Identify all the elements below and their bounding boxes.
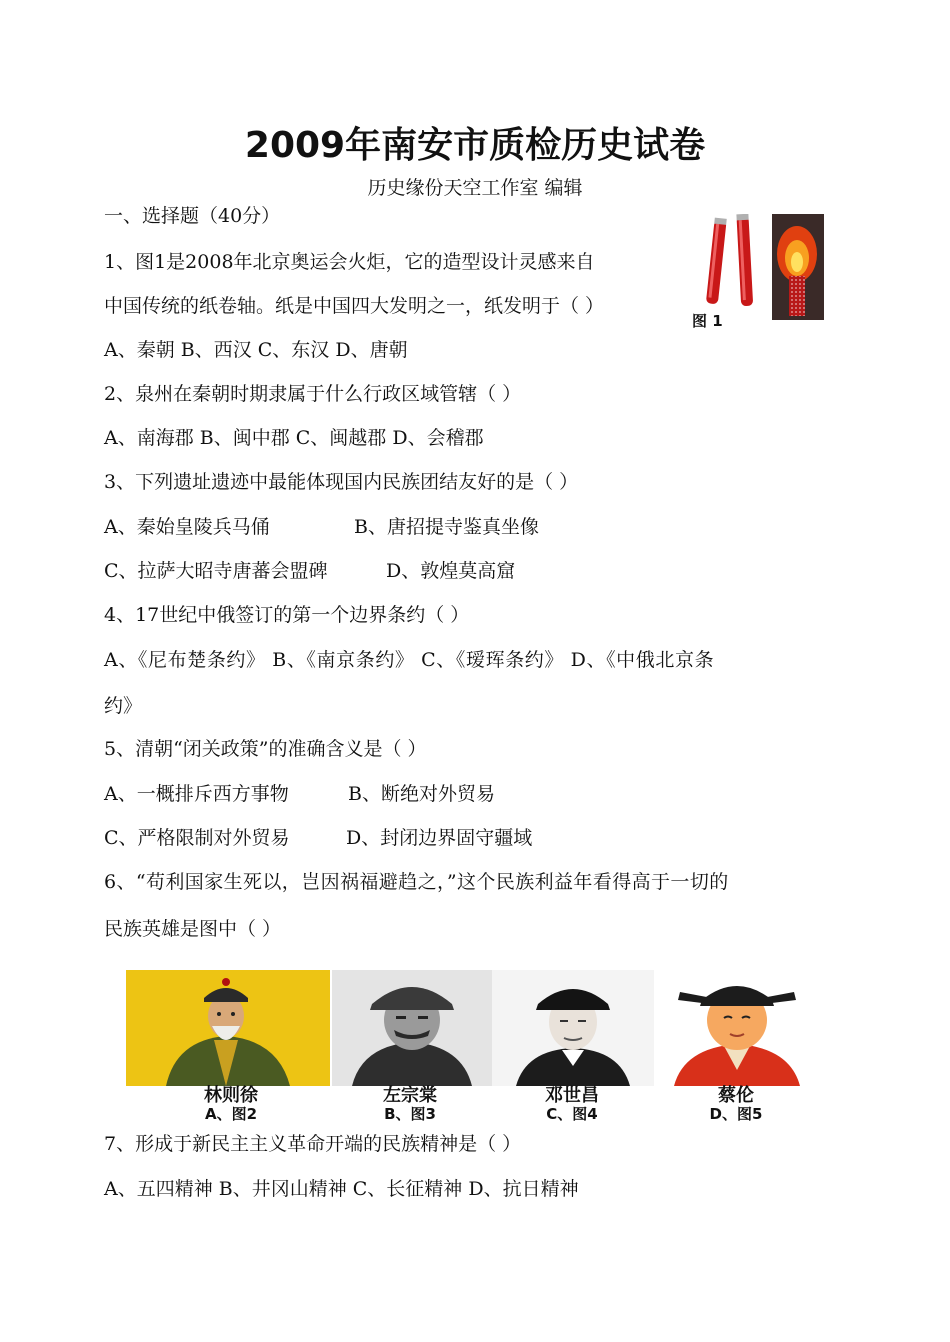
q4-options-line1: A、《尼布楚条约》 B、《南京条约》 C、《瑷珲条约》 D、《中俄北京条 [104,649,715,671]
torch-image [690,214,824,320]
portrait-name-a: 林则徐 [204,1085,258,1106]
portrait-caption-d [666,1086,806,1122]
portrait-caption-b [340,1086,480,1122]
q1-stem-line2: 中国传统的纸卷轴。纸是中国四大发明之一，纸发明于（ ） [104,295,605,317]
portrait-name-d: 蔡伦 [718,1085,754,1106]
q6-stem-line2: 民族英雄是图中（ ） [104,918,282,940]
portrait-label-d: D、图5 [709,1105,763,1123]
figure-1-caption: 图 1 [692,312,723,330]
q3-option-b: B、唐招提寺鉴真坐像 [354,516,539,538]
q5-option-c: C、严格限制对外贸易 [104,827,290,849]
q3-option-a: A、秦始皇陵兵马俑 [104,516,270,538]
q3-options-row1 [104,515,539,539]
q1-stem-line1: 1、图1是2008年北京奥运会火炬，它的造型设计灵感来自 [104,251,595,273]
q7-options: A、五四精神 B、井冈山精神 C、长征精神 D、抗日精神 [104,1178,579,1200]
portrait-label-c: C、图4 [546,1105,598,1123]
q3-option-c: C、拉萨大昭寺唐蕃会盟碑 [104,560,328,582]
q5-option-d: D、封闭边界固守疆域 [346,827,533,849]
q5-option-b: B、断绝对外贸易 [348,783,495,805]
portrait-caption-c [502,1086,642,1122]
q5-options-row2 [104,826,532,850]
q3-options-row2 [104,559,515,583]
portrait-name-b: 左宗棠 [383,1085,437,1106]
q3-option-d: D、敦煌莫高窟 [386,560,516,582]
q3-stem: 3、下列遗址遗迹中最能体现国内民族团结友好的是（ ） [104,471,579,493]
portrait-zuo-zongtang [332,970,492,1086]
portrait-label-b: B、图3 [384,1105,436,1123]
q5-options-row1 [104,782,495,806]
portrait-caption-a [156,1086,306,1122]
q2-options: A、南海郡 B、闽中郡 C、闽越郡 D、会稽郡 [104,427,484,449]
portrait-deng-shichang [492,970,654,1086]
q4-options-line2: 约》 [104,695,143,717]
q5-option-a: A、一概排斥西方事物 [104,783,289,805]
q5-stem: 5、清朝“闭关政策”的准确含义是（ ） [104,738,427,760]
figure-1 [690,214,824,330]
page-title: 2009年南安市质检历史试卷 [244,125,706,166]
portrait-label-a: A、图2 [204,1105,258,1123]
q4-stem: 4、17世纪中俄签订的第一个边界条约（ ） [104,604,470,626]
q1-options: A、秦朝 B、西汉 C、东汉 D、唐朝 [104,339,408,361]
q7-stem: 7、形成于新民主主义革命开端的民族精神是（ ） [104,1133,522,1155]
q6-stem-line1: 6、“苟利国家生死以，岂因祸福避趋之，”这个民族利益年看得高于一切的 [104,871,729,893]
portrait-cai-lun [654,970,820,1086]
portrait-lin-zexu [126,970,330,1086]
portrait-strip [126,970,820,1122]
portrait-name-c: 邓世昌 [545,1085,599,1106]
q2-stem: 2、泉州在秦朝时期隶属于什么行政区域管辖（ ） [104,383,522,405]
section-heading: 一、选择题（40分） [104,205,281,227]
page-subtitle: 历史缘份天空工作室 编辑 [367,177,583,199]
